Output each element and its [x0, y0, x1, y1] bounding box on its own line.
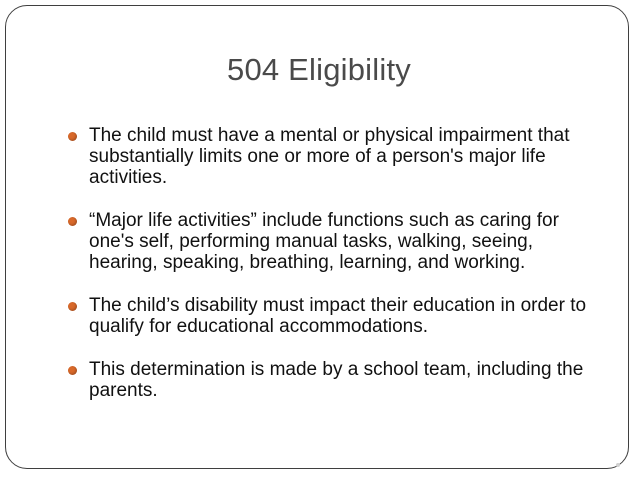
bullet-text: “Major life activities” include functions such as caring for one's self, performing manual tasks, walking, seeing, hearing, speaking, breathing, learning, and working.: [89, 210, 559, 273]
bullet-item: [66, 125, 596, 188]
bullet-item: [66, 359, 596, 401]
slide-title: 504 Eligibility: [227, 52, 411, 87]
bullet-dot-icon: [68, 132, 77, 141]
bullet-dot-icon: [68, 217, 77, 226]
bullet-list: [66, 125, 596, 401]
corner-marker: [616, 463, 620, 467]
bullet-dot-icon: [68, 366, 77, 375]
bullet-dot-icon: [68, 302, 77, 311]
bullet-item: [66, 210, 596, 273]
bullet-text: This determination is made by a school team, including the parents.: [89, 359, 584, 401]
bullet-text: The child must have a mental or physical impairment that substantially limits one or more of a person's major life activities.: [89, 125, 570, 188]
bullet-text: The child’s disability must impact their education in order to qualify for educational accommodations.: [89, 295, 587, 337]
bullet-item: [66, 295, 596, 337]
